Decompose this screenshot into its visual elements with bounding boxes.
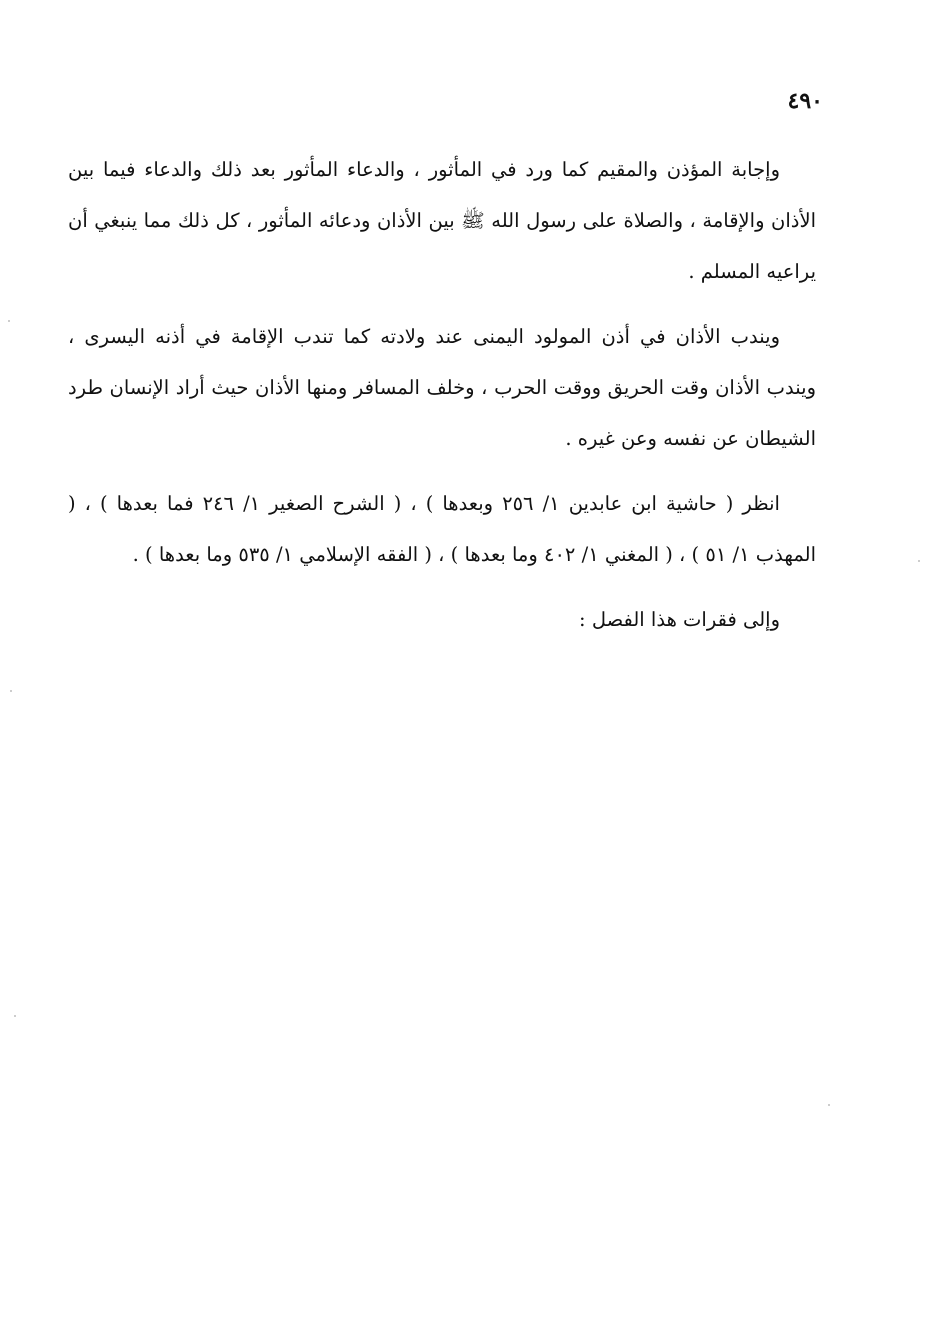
- scan-speck: [828, 1104, 830, 1106]
- page-number: ٤٩٠: [787, 88, 823, 114]
- paragraph-1: وإجابة المؤذن والمقيم كما ورد في المأثور ، والدعاء المأثور بعد ذلك والدعاء فيما بين الأذان والإقامة ، والصلاة على رسول الله ﷺ بين الأذان ودعائه المأثور ، كل ذلك مما ينبغي أن يراعيه المسلم .: [68, 158, 816, 283]
- scan-speck: [918, 560, 920, 562]
- scan-speck: [10, 690, 12, 692]
- body-text: [68, 144, 816, 645]
- closing-line: وإلى فقرات هذا الفصل :: [579, 608, 780, 631]
- scan-speck: [8, 320, 10, 322]
- references-paragraph: انظر ( حاشية ابن عابدين ١/ ٢٥٦ وبعدها ) ، ( الشرح الصغير ١/ ٢٤٦ فما بعدها ) ، ( المهذب ١/ ٥١ ) ، ( المغني ١/ ٤٠٢ وما بعدها ) ، ( الفقه الإسلامي ١/ ٥٣٥ وما بعدها ) .: [68, 492, 816, 566]
- scan-speck: [14, 1015, 16, 1017]
- paragraph-2: ويندب الأذان في أذن المولود اليمنى عند ولادته كما تندب الإقامة في أذنه اليسرى ، ويندب الأذان وقت الحريق ووقت الحرب ، وخلف المسافر ومنها الأذان حيث أراد الإنسان طرد الشيطان عن نفسه وعن غيره .: [68, 325, 816, 450]
